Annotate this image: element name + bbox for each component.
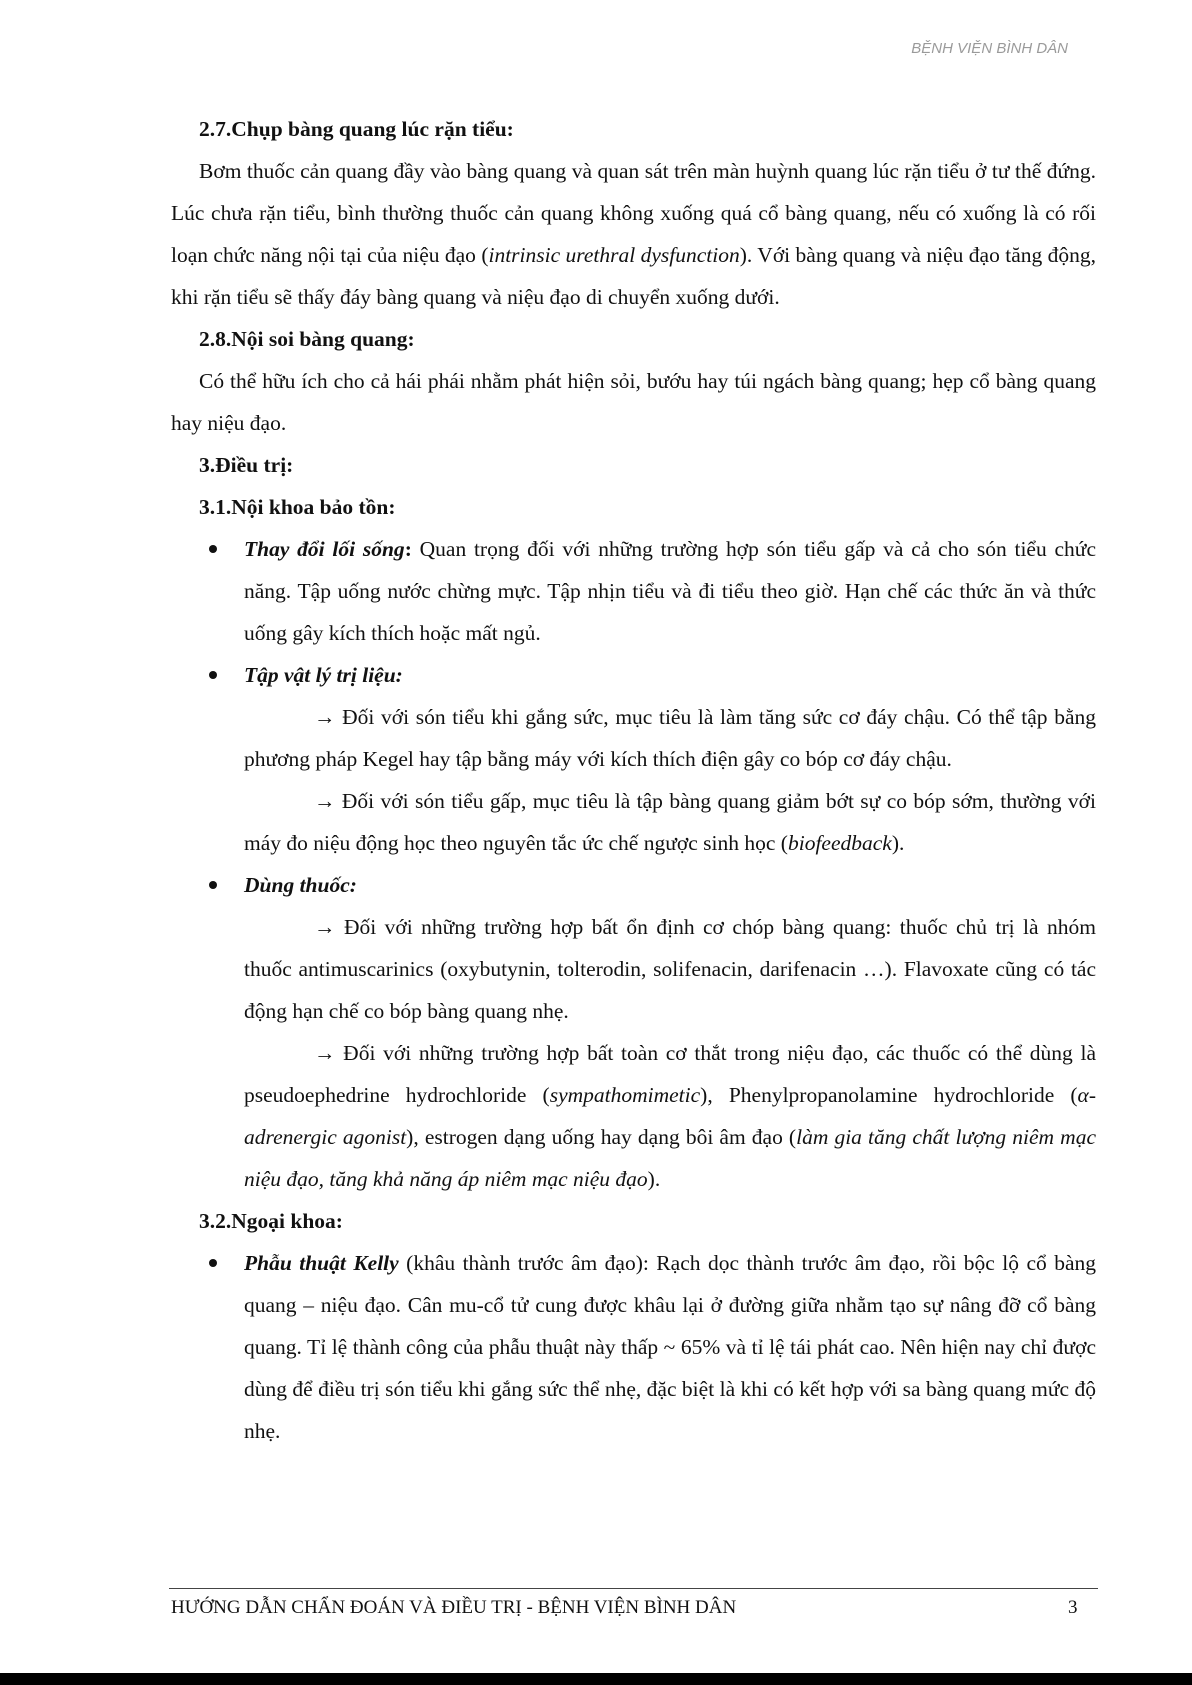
drugs-item-2-text-a: → Đối với những trường hợp bất toàn cơ thắt trong niệu đạo, các thuốc có thể dùng là pseudoephedrine hydrochloride ( — [244, 1041, 1096, 1107]
bullet-drugs-term: Dùng thuốc: — [244, 873, 357, 897]
bullet-physio-term: Tập vật lý trị liệu: — [244, 663, 403, 687]
physio-item-2-text-a: → Đối với són tiểu gấp, mục tiêu là tập bàng quang giảm bớt sự co bóp sớm, thường với máy đo niệu động học theo nguyên tắc ức chế ngược sinh học ( — [244, 789, 1096, 855]
section-heading-2-8: 2.8.Nội soi bàng quang: — [199, 327, 415, 351]
paragraph-2-7 — [171, 150, 1096, 318]
section-heading-3-2: 3.2.Ngoại khoa: — [199, 1209, 343, 1233]
physio-item-2-italic: biofeedback — [787, 831, 892, 855]
bullet-lifestyle — [171, 528, 1096, 654]
drugs-item-1: → Đối với những trường hợp bất ổn định cơ chóp bàng quang: thuốc chủ trị là nhóm thuốc antimuscarinics (oxybutynin, tolterodin, solifenacin, darifenacin …). Flavoxate cũng có tác động hạn chế co bóp bàng quang nhẹ. — [244, 915, 1096, 1023]
section-heading-2-7: 2.7.Chụp bàng quang lúc rặn tiểu: — [199, 117, 514, 141]
bullet-dot-icon — [209, 881, 217, 889]
bullet-dot-icon — [209, 671, 217, 679]
drugs-item-2-italic-3: làm gia tăng chất lượng niêm mạc niệu đạo, tăng khả năng áp niêm mạc niệu đạo — [244, 1125, 1096, 1191]
section-heading-3-1: 3.1.Nội khoa bảo tồn: — [199, 495, 396, 519]
bullet-lifestyle-text: Quan trọng đối với những trường hợp són tiểu gấp và cả cho són tiểu chức năng. Tập uống nước chừng mực. Tập nhịn tiểu và đi tiểu theo giờ. Hạn chế các thức ăn và thức uống gây kích thích hoặc mất ngủ. — [244, 537, 1096, 645]
document-body — [171, 108, 1096, 1452]
page-number: 3 — [1068, 1597, 1078, 1618]
bullet-drugs — [171, 864, 1096, 906]
bullet-lifestyle-term: Thay đổi lối sống — [244, 537, 405, 561]
section-heading-3: 3.Điều trị: — [199, 453, 294, 477]
drugs-item-2-italic-2: α-adrenergic agonist — [244, 1083, 1096, 1149]
paragraph-2-7-text-a: Bơm thuốc cản quang đầy vào bàng quang và quan sát trên màn huỳnh quang lúc rặn tiểu ở tư thế đứng. Lúc chưa rặn tiểu, bình thường thuốc cản quang không xuống quá cổ bàng quang, nếu có xuống là có rối loạn chức năng nội tại của niệu đạo ( — [171, 159, 1096, 267]
drugs-item-2-text-c: ), estrogen dạng uống hay dạng bôi âm đạo ( — [406, 1125, 797, 1149]
footer-divider — [169, 1588, 1098, 1589]
bullet-kelly-term: Phẫu thuật Kelly — [244, 1251, 399, 1275]
drugs-item-2-text-b: ), Phenylpropanolamine hydrochloride ( — [700, 1083, 1078, 1107]
drugs-item-2 — [171, 1032, 1096, 1200]
paragraph-2-7-text-b: ). Với bàng quang và niệu đạo tăng động, khi rặn tiểu sẽ thấy đáy bàng quang và niệu đạo di chuyển xuống dưới. — [171, 243, 1097, 309]
bottom-edge-bar — [0, 1673, 1192, 1685]
footer-title: HƯỚNG DẪN CHẨN ĐOÁN VÀ ĐIỀU TRỊ - BỆNH VIỆN BÌNH DÂN — [171, 1597, 737, 1618]
paragraph-2-7-italic-term: intrinsic urethral dysfunction — [488, 243, 740, 267]
running-header: BỆNH VIỆN BÌNH DÂN — [911, 40, 1068, 57]
bullet-lifestyle-colon: : — [404, 537, 412, 561]
physio-item-2-text-b: ). — [891, 831, 905, 855]
bullet-kelly — [171, 1242, 1096, 1452]
physio-item-1: → Đối với són tiểu khi gắng sức, mục tiêu là làm tăng sức cơ đáy chậu. Có thể tập bằng phương pháp Kegel hay tập bằng máy với kích thích điện gây co bóp cơ đáy chậu. — [244, 705, 1096, 771]
bullet-dot-icon — [209, 545, 217, 553]
bullet-kelly-text: (khâu thành trước âm đạo): Rạch dọc thành trước âm đạo, rồi bộc lộ cổ bàng quang – niệu đạo. Cân mu-cổ tử cung được khâu lại ở đường giữa nhằm tạo sự nâng đỡ cổ bàng quang. Tỉ lệ thành công của phẫu thuật này thấp ~ 65% và tỉ lệ tái phát cao. Nên hiện nay chỉ được dùng để điều trị són tiểu khi gắng sức thể nhẹ, đặc biệt là khi có kết hợp với sa bàng quang mức độ nhẹ. — [244, 1251, 1096, 1443]
physio-item-2 — [171, 780, 1096, 864]
paragraph-2-8: Có thể hữu ích cho cả hái phái nhằm phát hiện sỏi, bướu hay túi ngách bàng quang; hẹp cổ bàng quang hay niệu đạo. — [171, 369, 1096, 435]
bullet-dot-icon — [209, 1259, 217, 1267]
drugs-item-2-text-d: ). — [647, 1167, 661, 1191]
drugs-item-2-italic-1: sympathomimetic — [549, 1083, 701, 1107]
bullet-physio — [171, 654, 1096, 696]
